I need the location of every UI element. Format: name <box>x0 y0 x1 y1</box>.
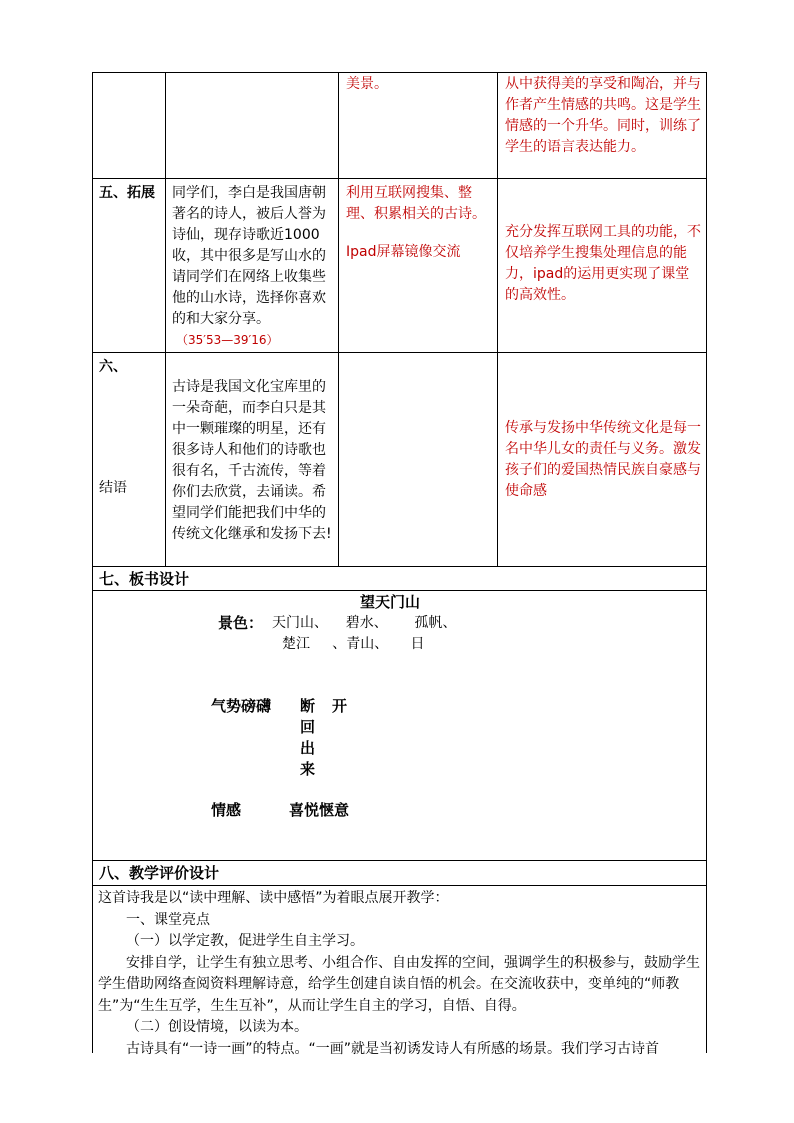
row6-stage-label: 结语 <box>99 480 127 496</box>
row5-teacher-text: 同学们，李白是我国唐朝著名的诗人，被后人誉为诗仙，现存诗歌近1000收，其中很多是写山水的请同学们在网络上收集些他的山水诗，选择你喜欢的和大家分享。 <box>172 185 326 327</box>
col-divider-1 <box>165 72 166 566</box>
row5-ipad-note: Ipad屏幕镜像交流 <box>346 244 461 260</box>
eval-point-2: （二）创设情境，以读为本。 <box>126 1019 308 1035</box>
board-verb-2: 回 <box>300 718 316 736</box>
evaluation-text <box>98 888 710 1060</box>
cont-row-activity: 美景。 <box>346 76 388 92</box>
table-border-left <box>92 72 93 1053</box>
row5-student-activity: 利用互联网搜集、整理、积累相关的古诗。 <box>346 185 486 222</box>
row6-stage-number: 六、 <box>99 359 127 375</box>
eval-heading-1: 一、课堂亮点 <box>126 911 210 928</box>
board-title: 望天门山 <box>360 593 421 611</box>
board-emotion-label: 情感 <box>211 801 242 819</box>
board-verb-3: 出 <box>300 739 316 757</box>
row-divider-7b <box>92 590 707 591</box>
cont-row-intent: 从中获得美的享受和陶冶，并与作者产生情感的共鸣。这是学生情感的一个升华。同时，训练了学生的语言表达能力。 <box>505 76 701 155</box>
board-scene-line1: 天门山、 碧水、 孤帆、 <box>272 615 457 631</box>
row5-stage: 五、拓展 <box>99 185 155 201</box>
col-divider-3 <box>497 72 498 566</box>
board-emotion-value: 喜悦惬意 <box>289 801 350 819</box>
row-divider-5 <box>92 178 707 179</box>
board-verb-4: 来 <box>300 760 316 778</box>
board-scene-line2: 楚江 、青山、 日 <box>282 636 425 652</box>
section7-title: 七、板书设计 <box>99 570 190 588</box>
row-divider-8b <box>92 885 707 886</box>
row6-teacher-text: 古诗是我国文化宝库里的一朵奇葩，而李白只是其中一颗璀璨的明星，还有很多诗人和他们的诗歌也很有名，千古流传，等着你们去欣赏，去诵读。希望同学们能把我们中华的传统文化继承和发扬下去! <box>172 379 332 542</box>
row5-timestamp: （35′53—39′16） <box>176 333 279 347</box>
eval-point-1-body: 安排自学，让学生有独立思考、小组合作、自由发挥的空间，强调学生的积极参与，鼓励学生学生借助网络查阅资料理解诗意，给学生创建自读自悟的机会。在交流收获中，变单纯的“师教生”为“生生互学，生生互补”，从而让学生自主的学习，自悟、自得。 <box>98 954 700 1014</box>
row5-intent: 充分发挥互联网工具的功能，不仅培养学生搜集处理信息的能力，ipad的运用更实现了课堂的高效性。 <box>505 224 701 303</box>
row-divider-7 <box>92 566 707 567</box>
board-verb-1b: 开 <box>332 697 348 715</box>
eval-point-1: （一）以学定教，促进学生自主学习。 <box>126 933 364 949</box>
row-divider-6 <box>92 352 707 353</box>
row6-intent: 传承与发扬中华传统文化是每一名中华儿女的责任与义务。激发孩子们的爱国热情民族自豪感与使命感 <box>505 420 701 499</box>
eval-point-2-body: 古诗具有“一诗一画”的特点。“一画”就是当初诱发诗人有所感的场景。我们学习古诗首 <box>126 1040 660 1057</box>
board-verb-1: 断 <box>300 697 316 715</box>
eval-intro: 这首诗我是以“读中理解、读中感悟”为着眼点展开教学： <box>98 890 449 906</box>
board-scene-label: 景色： <box>218 614 264 632</box>
table-top-border <box>92 72 707 73</box>
row-divider-8 <box>92 860 707 861</box>
board-momentum-label: 气势磅礴 <box>211 697 272 715</box>
section8-title: 八、教学评价设计 <box>99 864 220 882</box>
col-divider-2 <box>338 72 339 566</box>
